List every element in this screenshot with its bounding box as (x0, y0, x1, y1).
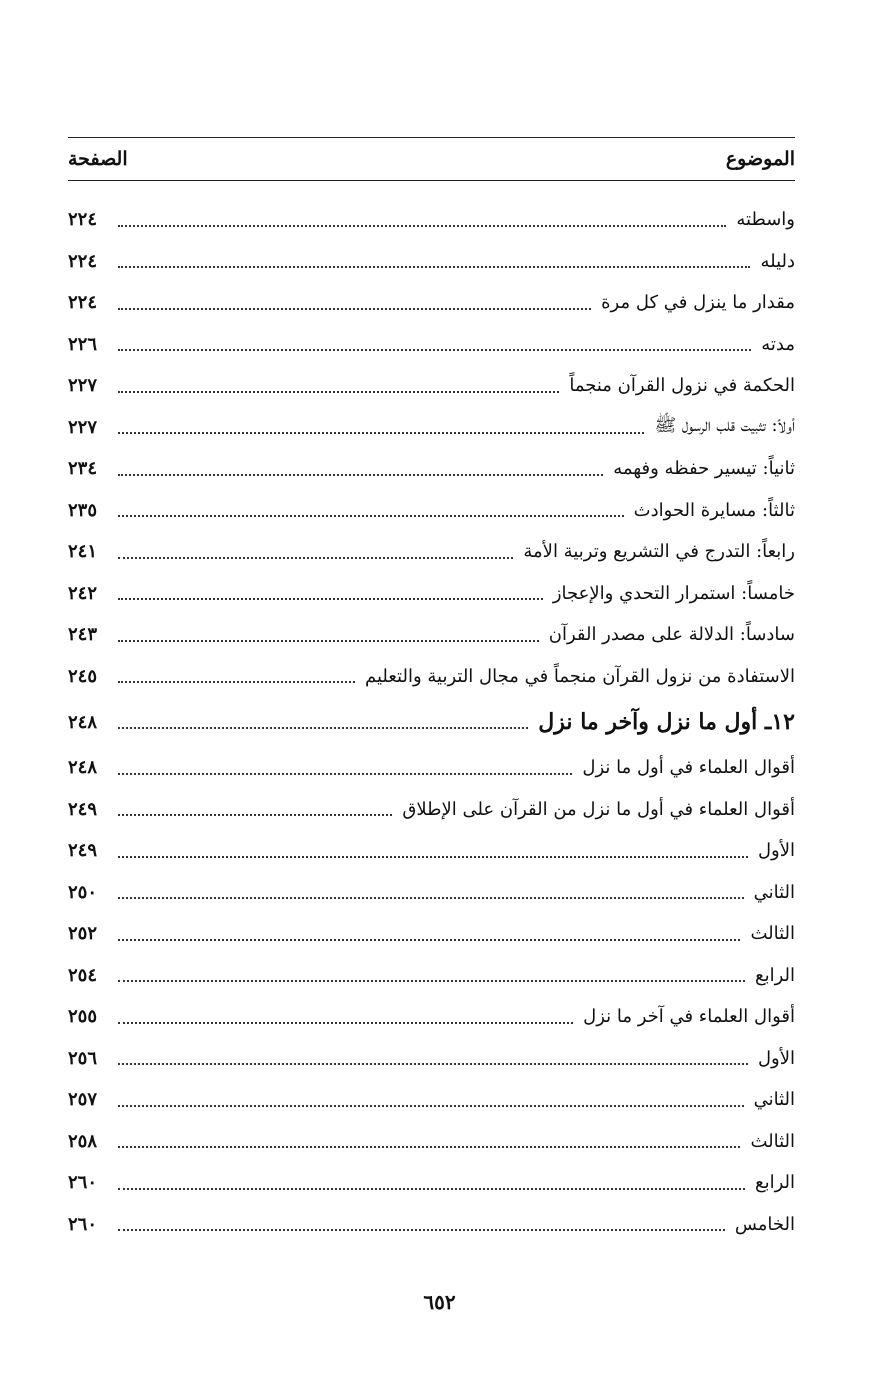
toc-entry (68, 490, 795, 532)
toc-entry-page: ٢٥٥ (68, 1006, 98, 1028)
dot-leader (118, 432, 644, 434)
dot-leader (118, 980, 745, 982)
toc-entry-title: الرابع (754, 1172, 795, 1194)
dot-leader (118, 1188, 745, 1190)
toc-entry-title: ثالثاً: مسايرة الحوادث (633, 499, 795, 521)
toc-entry-title: الحكمة في نزول القرآن منجماً (569, 375, 795, 397)
dot-leader (118, 897, 744, 899)
dot-leader (118, 266, 750, 268)
toc-entry-page: ٢٦٠ (68, 1213, 98, 1235)
toc-entry-page: ٢٥٨ (68, 1130, 98, 1152)
toc-entry-page: ٢٢٤ (68, 209, 98, 231)
topic-column-label: الموضوع (725, 148, 795, 170)
dot-leader (118, 939, 740, 941)
toc-entry (68, 241, 795, 283)
toc-entry-title: أولاً: تثبيت قلب الرسول ﷺ (654, 415, 795, 437)
dot-leader (118, 727, 528, 729)
dot-leader (118, 225, 726, 227)
dot-leader (118, 474, 603, 476)
toc-entry (68, 448, 795, 490)
toc-entry-page: ٢٢٧ (68, 375, 98, 397)
toc-entry-title: الرابع (754, 964, 795, 986)
toc-chapter-entry (68, 697, 795, 747)
toc-entry-title: الاستفادة من نزول القرآن منجماً في مجال التربية والتعليم (364, 665, 795, 687)
toc-entry (68, 1162, 795, 1204)
dot-leader (118, 814, 392, 816)
toc-entry (68, 996, 795, 1038)
dot-leader (118, 1105, 744, 1107)
toc-entry-page: ٢٤٩ (68, 840, 98, 862)
toc-entry-page: ٢٢٤ (68, 250, 98, 272)
header-bottom-rule (68, 180, 795, 181)
dot-leader (118, 1022, 573, 1024)
toc-entry-page: ٢٢٦ (68, 333, 98, 355)
dot-leader (118, 308, 591, 310)
dot-leader (118, 515, 624, 517)
toc-entry-title: الخامس (734, 1213, 795, 1235)
toc-entry (68, 830, 795, 872)
toc-entry-title: دليله (760, 250, 795, 272)
dot-leader (118, 598, 543, 600)
dot-leader (118, 557, 513, 559)
toc-entry (68, 407, 795, 449)
toc-entry-title: مدته (761, 333, 795, 355)
dot-leader (118, 1229, 725, 1231)
toc-entry-title: الأول (757, 840, 795, 862)
toc-entry-title: الأول (757, 1047, 795, 1069)
toc-entry (68, 913, 795, 955)
toc-entry (68, 747, 795, 789)
dot-leader (118, 391, 559, 393)
toc-header (68, 142, 795, 176)
toc-entry-page: ٢٤٨ (68, 757, 98, 779)
dot-leader (118, 856, 748, 858)
toc-entry-title: أقوال العلماء في آخر ما نزل (583, 1006, 795, 1028)
toc-entry-page: ٢٥٠ (68, 881, 98, 903)
dot-leader (118, 1146, 740, 1148)
toc-entry-page: ٢٢٧ (68, 416, 98, 438)
toc-entry-page: ٢٣٤ (68, 458, 98, 480)
toc-entry (68, 199, 795, 241)
toc-entry-title: الثالث (750, 1130, 795, 1152)
toc-entry-page: ٢٦٠ (68, 1172, 98, 1194)
toc-entry (68, 656, 795, 698)
toc-entry-page: ٢٢٤ (68, 292, 98, 314)
toc-entry-title: مقدار ما ينزل في كل مرة (601, 292, 795, 314)
toc-entry-page: ٢٣٥ (68, 499, 98, 521)
toc-entry-page: ٢٤٢ (68, 582, 98, 604)
dot-leader (118, 349, 751, 351)
dot-leader (118, 681, 355, 683)
toc-entry-page: ٢٤٣ (68, 624, 98, 646)
toc-entry-page: ٢٥٧ (68, 1089, 98, 1111)
toc-entry-title: أقوال العلماء في أول ما نزل (582, 757, 795, 779)
toc-entry-page: ٢٥٦ (68, 1047, 98, 1069)
toc-list (68, 199, 795, 1245)
toc-entry-page: ٢٤١ (68, 541, 98, 563)
toc-entry (68, 282, 795, 324)
toc-entry-title: واسطته (736, 209, 795, 231)
toc-entry (68, 1121, 795, 1163)
toc-entry (68, 573, 795, 615)
toc-entry (68, 1038, 795, 1080)
toc-entry-page: ٢٤٩ (68, 798, 98, 820)
page-column-label: الصفحة (68, 148, 128, 170)
toc-entry-title: ١٢ـ أول ما نزل وآخر ما نزل (538, 709, 795, 735)
toc-entry (68, 1079, 795, 1121)
toc-entry-page: ٢٤٨ (68, 711, 98, 733)
toc-entry (68, 531, 795, 573)
toc-entry (68, 955, 795, 997)
toc-entry-title: سادساً: الدلالة على مصدر القرآن (548, 624, 795, 646)
header-top-rule (68, 137, 795, 138)
toc-entry-title: أقوال العلماء في أول ما نزل من القرآن على الإطلاق (402, 798, 795, 820)
toc-entry-page: ٢٥٢ (68, 923, 98, 945)
toc-entry (68, 1204, 795, 1246)
toc-entry (68, 872, 795, 914)
toc-entry (68, 789, 795, 831)
page-number: ٦٥٢ (423, 1290, 456, 1314)
toc-entry-title: ثانياً: تيسير حفظه وفهمه (613, 458, 795, 480)
toc-entry-page: ٢٤٥ (68, 665, 98, 687)
toc-entry-title: الثالث (750, 923, 795, 945)
toc-entry-page: ٢٥٤ (68, 964, 98, 986)
toc-entry (68, 324, 795, 366)
toc-entry (68, 365, 795, 407)
toc-entry-title: الثاني (753, 881, 795, 903)
toc-entry-title: رابعاً: التدرج في التشريع وتربية الأمة (523, 541, 795, 563)
dot-leader (118, 640, 539, 642)
toc-entry-title: الثاني (753, 1089, 795, 1111)
toc-entry (68, 614, 795, 656)
dot-leader (118, 773, 572, 775)
toc-entry-title: خامساً: استمرار التحدي والإعجاز (552, 582, 795, 604)
dot-leader (118, 1063, 748, 1065)
